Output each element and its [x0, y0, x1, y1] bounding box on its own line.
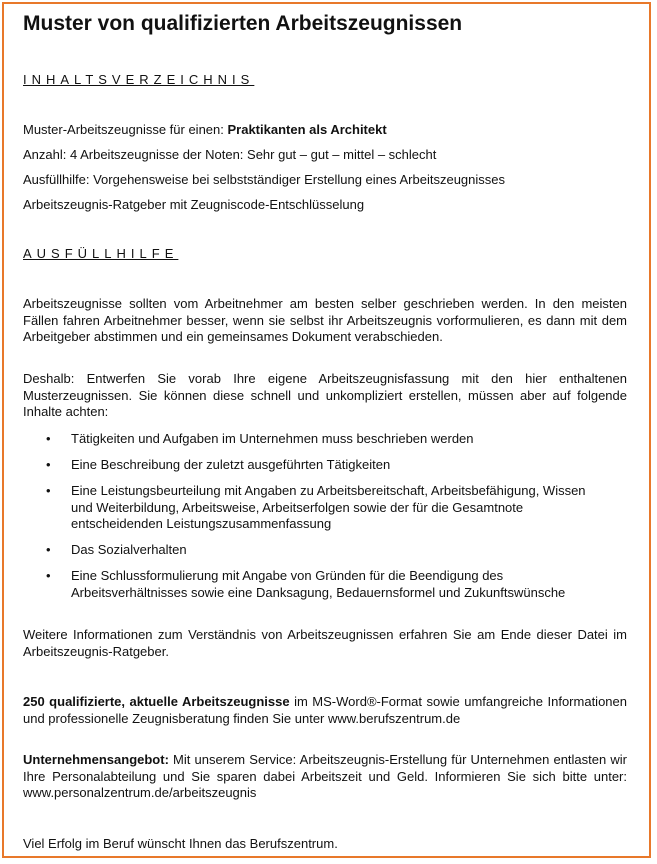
- closing-line: Viel Erfolg im Beruf wünscht Ihnen das Berufszentrum.: [23, 836, 338, 851]
- toc-line-count: Anzahl: 4 Arbeitszeugnisse der Noten: Sehr gut – gut – mittel – schlecht: [23, 147, 437, 162]
- bullet-dot-icon: •: [46, 483, 51, 498]
- bullet-text: Eine Beschreibung der zuletzt ausgeführten Tätigkeiten: [71, 457, 391, 472]
- help-paragraph-deshalb: Deshalb: Entwerfen Sie vorab Ihre eigene Arbeitszeugnisfassung mit den hier enthaltenen Musterzeugnissen. Sie können diese schnell und unkompliziert erstellen, müssen aber auf folgende Inhalte achten:: [23, 371, 627, 419]
- bullet-text: Eine Leistungsbeurteilung mit Angaben zu Arbeitsbereitschaft, Arbeitsbefähigung, Wissen und Weiterbildung, Arbeitsweise, Arbeitserfolgen sowie der für die Gesamtnote entscheidenden Leistungszusammenfassung: [71, 483, 586, 531]
- bullet-dot-icon: •: [46, 431, 51, 446]
- offer-paragraph-certificates: [23, 694, 627, 727]
- toc-line-type: [23, 122, 387, 137]
- bullet-text: Tätigkeiten und Aufgaben im Unternehmen muss beschrieben werden: [71, 431, 474, 446]
- toc-line-type-bold: Praktikanten als Architekt: [227, 122, 387, 137]
- bullet-dot-icon: •: [46, 568, 51, 583]
- bullet-dot-icon: •: [46, 542, 51, 557]
- offer-certificates-bold: 250 qualifizierte, aktuelle Arbeitszeugnisse: [23, 694, 290, 709]
- toc-heading: INHALTSVERZEICHNIS: [23, 72, 255, 87]
- offer-companies-text: Mit unserem Service: Arbeitszeugnis-Erstellung für Unternehmen entlasten wir Ihre Personalabteilung und Sie sparen dabei Arbeitszeit und Geld. Informieren Sie sich bitte unter: www.personalzentrum.de/arbeitszeugnis: [23, 752, 627, 800]
- toc-line-guide: Arbeitszeugnis-Ratgeber mit Zeugniscode-Entschlüsselung: [23, 197, 365, 212]
- document-title: Muster von qualifizierten Arbeitszeugnissen: [23, 12, 463, 35]
- bullet-text: Das Sozialverhalten: [71, 542, 187, 557]
- offer-companies-bold: Unternehmensangebot:: [23, 752, 169, 767]
- bullet-dot-icon: •: [46, 457, 51, 472]
- toc-line-help: Ausfüllhilfe: Vorgehensweise bei selbstständiger Erstellung eines Arbeitszeugnisses: [23, 172, 506, 187]
- help-paragraph-intro: Arbeitszeugnisse sollten vom Arbeitnehmer am besten selber geschrieben werden. In den meisten Fällen fahren Arbeitnehmer besser, wenn sie selbst ihr Arbeitszeugnis vorformulieren, es dann mit dem Arbeitgeber abstimmen und ein gemeinsames Dokument verabschieden.: [23, 296, 627, 344]
- toc-line-type-prefix: Muster-Arbeitszeugnisse für einen:: [23, 122, 228, 137]
- offer-paragraph-companies: [23, 752, 627, 802]
- help-heading: AUSFÜLLHILFE: [23, 246, 179, 261]
- bullet-text: Eine Schlussformulierung mit Angabe von Gründen für die Beendigung des Arbeitsverhältnisses sowie eine Danksagung, Bedauernsformel und Zukunftswünsche: [71, 568, 566, 600]
- help-paragraph-more-info: Weitere Informationen zum Verständnis von Arbeitszeugnissen erfahren Sie am Ende dieser Datei im Arbeitszeugnis-Ratgeber.: [23, 627, 627, 659]
- offer-certificates-text: im MS-Word®-Format sowie umfangreiche Informationen und professionelle Zeugnisberatung finden Sie unter www.berufszentrum.de: [23, 694, 627, 726]
